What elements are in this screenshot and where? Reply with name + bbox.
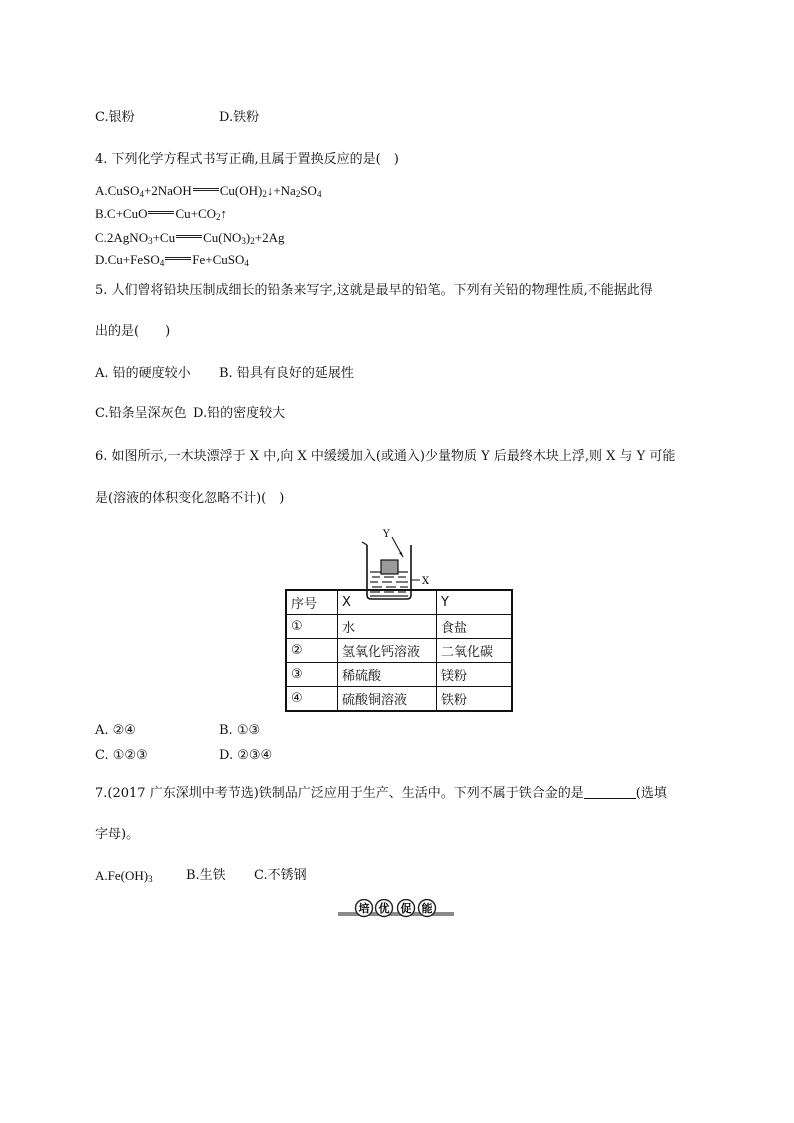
banner-char: 促 <box>400 902 412 915</box>
q6-option-c: C. ①②③ <box>95 748 148 763</box>
header-cell: Y <box>437 590 513 615</box>
q4-option-a: A.CuSO$_4$+2NaOH $Cu(OH)_2↓+Na_2SO_4$ <box>95 183 322 199</box>
table-cell: 铁粉 <box>437 687 513 712</box>
q5-option-b: B. 铅具有良好的延展性 <box>219 366 354 381</box>
table-cell: ④ <box>286 687 338 712</box>
table-cell: 二氧化碳 <box>437 639 513 663</box>
q5-option-c: C.铅条呈深灰色 <box>95 406 187 421</box>
header-cell: 序号 <box>286 590 338 615</box>
q5-option-a: A. 铅的硬度较小 <box>95 366 191 381</box>
q4-stem: 4. 下列化学方程式书写正确,且属于置换反应的是( ) <box>95 152 399 167</box>
q4-option-d: D.Cu+FeSO$_4$ Fe+CuSO$_4$ <box>95 252 249 268</box>
q7-option-b: B.生铁 <box>186 868 226 883</box>
table-cell: ① <box>286 615 338 639</box>
label-x: X <box>422 576 430 587</box>
table-row <box>286 639 512 663</box>
q5-stem-line1: 5. 人们曾将铅块压制成细长的铅条来写字,这就是最早的铅笔。下列有关铅的物理性质,不能据此得 <box>95 283 653 298</box>
q6-stem-line1: 6. 如图所示,一木块漂浮于 X 中,向 X 中缓缓加入(或通入)少量物质 Y 后最终木块上浮,则 X 与 Y 可能 <box>95 449 676 464</box>
answer-blank[interactable] <box>584 786 636 799</box>
table-row <box>286 663 512 687</box>
q6-table <box>285 589 513 712</box>
q7-stem-line2: 字母)。 <box>95 827 140 842</box>
table-cell: 硫酸铜溶液 <box>338 687 437 712</box>
table-cell: 镁粉 <box>437 663 513 687</box>
table-header-row <box>286 590 512 615</box>
q5-stem-line2: 出的是( ) <box>95 324 171 339</box>
table-cell: ③ <box>286 663 338 687</box>
q6-option-a: A. ②④ <box>95 723 136 738</box>
table-cell: 稀硫酸 <box>338 663 437 687</box>
header-cell: X <box>338 590 437 615</box>
q3-option-c: C.银粉 <box>95 110 135 125</box>
q7-stem-line1: 7.(2017 广东深圳中考节选)铁制品广泛应用于生产、生活中。下列不属于铁合金的是 (选填 <box>95 786 667 801</box>
q7-option-a: $A.Fe(OH)_3$ <box>95 868 153 884</box>
banner-char: 能 <box>421 902 433 915</box>
table-cell: 食盐 <box>437 615 513 639</box>
table-cell: 氢氧化钙溶液 <box>338 639 437 663</box>
banner-char: 培 <box>358 902 370 915</box>
q7-option-c: C.不锈钢 <box>254 868 307 883</box>
table-cell: ② <box>286 639 338 663</box>
table-row <box>286 687 512 712</box>
q5-option-d: D.铅的密度较大 <box>193 406 286 421</box>
q6-option-d: D. ②③④ <box>219 748 273 763</box>
banner-char: 优 <box>378 902 390 915</box>
label-y: Y <box>383 529 390 540</box>
table-row <box>286 615 512 639</box>
q6-stem-line2: 是(溶液的体积变化忽略不计)( ) <box>95 491 285 506</box>
q3-option-d: D.铁粉 <box>219 110 260 125</box>
wood-block <box>381 560 398 574</box>
section-banner <box>338 899 454 919</box>
q6-option-b: B. ①③ <box>219 723 261 738</box>
table-cell: 水 <box>338 615 437 639</box>
q4-option-c: C.2AgNO$_3$+Cu $Cu(NO_3)_2+2Ag$ <box>95 230 285 246</box>
q4-option-b: B.C+CuO $Cu+CO_2↑$ <box>95 206 228 222</box>
